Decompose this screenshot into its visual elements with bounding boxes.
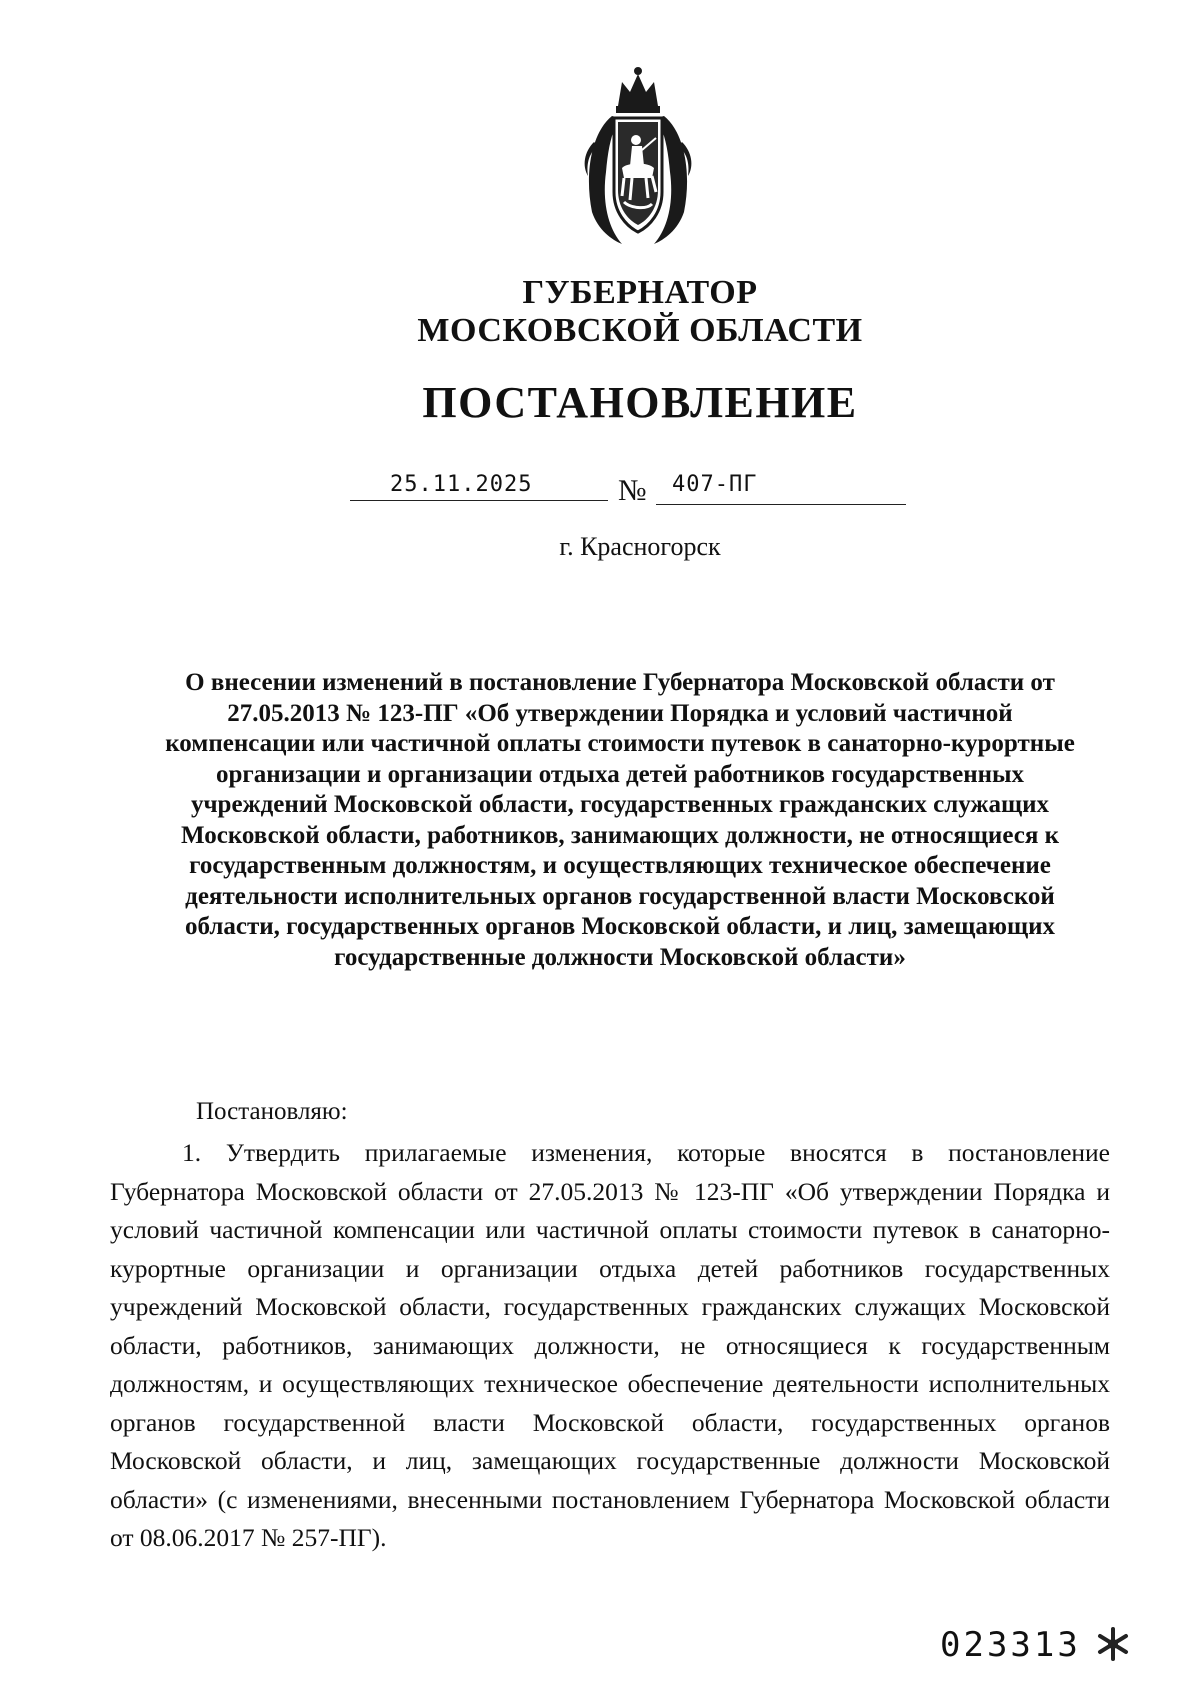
document-type-heading: ПОСТАНОВЛЕНИЕ (422, 378, 858, 427)
document-title: О внесении изменений в постановление Губернатора Московской области от 27.05.2013 № 123-ПГ «Об утверждении Порядка и условий частичной компенсации или частичной оплаты стоимости путевок в санаторно-курортные организации и организации отдыха детей работников государственных учреждений Московской области, государственных гражданских служащих Московской области, работников, занимающих должности, не относящиеся к государственным должностям, и осуществляющих техническое обеспечение деятельности исполнительных органов государственной власти Московской области, государственных органов Московской области, и лиц, замещающих государственные должности Московской области» (165, 669, 1075, 971)
issuer-region: МОСКОВСКОЙ ОБЛАСТИ (417, 312, 863, 349)
registration-row (350, 470, 910, 514)
document-number: 407-ПГ (672, 472, 758, 497)
document-date: 25.11.2025 (390, 472, 533, 497)
issuer-title: ГУБЕРНАТОР (522, 274, 758, 311)
body-paragraph-1: 1. Утвердить прилагаемые изменения, которые вносятся в постановление Губернатора Московской области от 27.05.2013 № 123-ПГ «Об утверждении Порядка и условий частичной компенсации или частичной оплаты стоимости путевок в санаторно-курортные организации и организации отдыха детей работников государственных учреждений Московской области, государственных гражданских служащих Московской области, работников, занимающих должности, не относящиеся к государственным должностям, и осуществляющих техническое обеспечение деятельности исполнительных органов государственной власти Московской области, государственных органов Московской области, и лиц, замещающих государственные должности Московской области» (с изменениями, внесенными постановлением Губернатора Московской области от 08.06.2017 № 257-ПГ). (110, 1138, 1110, 1552)
number-sign: № (618, 474, 647, 507)
serial-number: 023313 (940, 1625, 1081, 1665)
asterisk-star-icon (1095, 1626, 1131, 1662)
preamble: Постановляю: (196, 1098, 348, 1125)
date-underline (350, 500, 608, 501)
number-underline (656, 504, 906, 505)
coat-of-arms-icon (572, 62, 704, 252)
document-city: г. Красногорск (559, 532, 721, 561)
